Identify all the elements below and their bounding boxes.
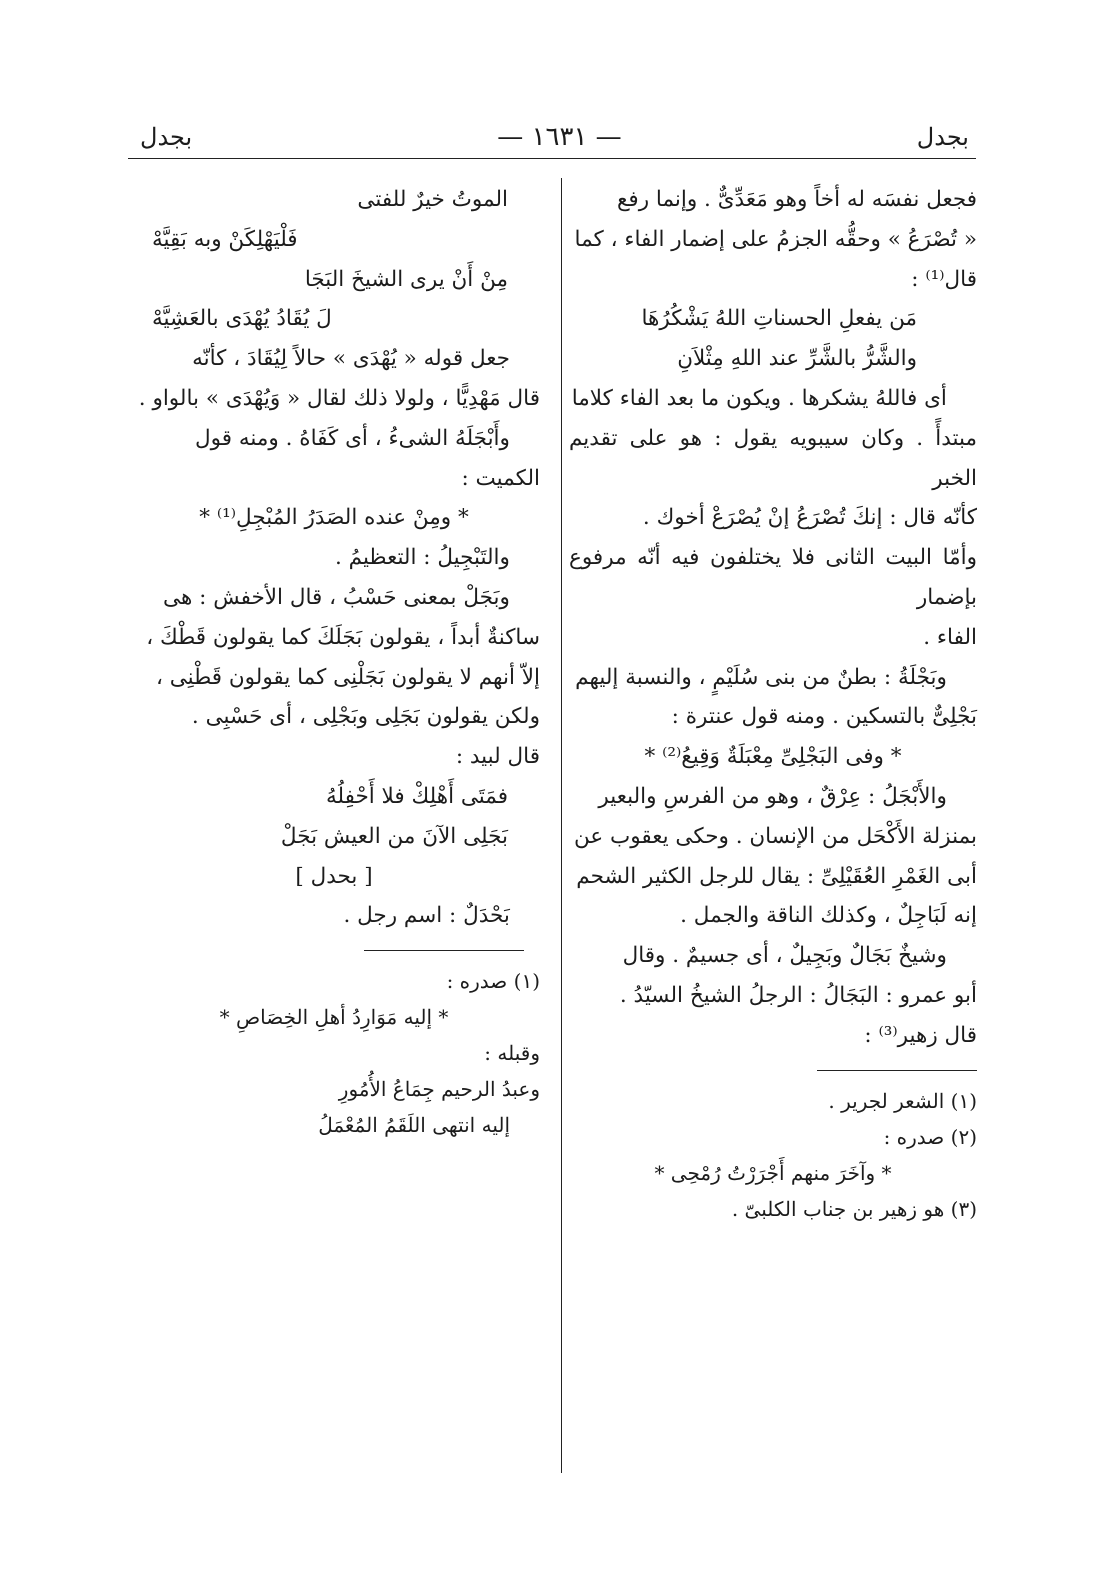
text-line: وشيخٌ بَجَالٌ وبَجِيلٌ ، أى جسيمٌ . وقال <box>622 943 947 969</box>
footnote: وقبله : <box>484 1041 540 1066</box>
verse-line: لَ يُقَادُ يُهْدَى بالعَشِيَّهْ <box>152 306 332 332</box>
running-head-right: بجدل <box>916 123 969 151</box>
text-line: قال⁽¹⁾ : <box>911 266 977 292</box>
verse-line: فَلْيَهْلِكَنْ وبه بَقِيَّهْ <box>152 226 298 252</box>
footnote-verse: وعبدُ الرحيم جِمَاعُ الأُمُورِ <box>338 1077 540 1102</box>
verse-line: والشَّرُّ بالشَّرِّ عند اللهِ مِثْلاَنِ <box>677 346 917 372</box>
text-line: وبَجَلْ بمعنى حَسْبُ ، قال الأخفش : هى <box>163 584 510 610</box>
text-line: والتَبْجِيلُ : التعظيمُ . <box>334 545 510 571</box>
text-line: والأَبْجَلُ : عِرْقٌ ، وهو من الفرسِ والبعير <box>598 783 947 809</box>
text-line: وأَبْجَلَهُ الشىءُ ، أى كَفَاهُ . ومنه قول <box>195 425 510 451</box>
text-line: بمنزلة الأَكْحَل من الإنسان . وحكى يعقوب عن <box>573 823 977 849</box>
text-line: ولكن يقولون بَجَلِى وبَجْلِى ، أى حَسْبِى . <box>191 704 540 730</box>
footnote-verse: * إليه مَوَارِدُ أهلِ الخِصَاصِ * <box>219 1005 449 1030</box>
verse-line: الموتُ خيرٌ للفتى <box>357 187 508 212</box>
footnote-rule <box>817 1070 977 1071</box>
verse-line: * وفى البَجْلِىِّ مِعْبَلَةٌ وَقِيعُ⁽²⁾ * <box>644 744 902 770</box>
header-rule <box>128 158 976 159</box>
footnote: (٣) هو زهير بن جناب الكلبىّ . <box>731 1196 977 1221</box>
text-line: قال زهير⁽³⁾ : <box>864 1022 977 1048</box>
text-line: وأمّا البيت الثانى فلا يختلفون فيه أنّه مرفوع بإضمار <box>569 545 977 610</box>
footnote: (٢) صدره : <box>883 1124 977 1149</box>
text-line: أى فاللهُ يشكرها . ويكون ما بعد الفاء كلاما <box>571 385 947 411</box>
footnote: (١) الشعر لجرير . <box>828 1088 977 1113</box>
running-head-left: بجدل <box>140 123 193 151</box>
left-column <box>128 180 540 1143</box>
footnote-rule <box>364 950 524 951</box>
text-line: أبى الغَمْرِ العُقَيْلِىِّ : يقال للرجل الكثير الشحم <box>576 863 977 889</box>
column-divider <box>561 178 562 1473</box>
text-line: وبَجْلَةُ : بطنٌ من بنى سُلَيْمٍ ، والنسبة إليهم <box>575 664 947 690</box>
footnote-verse: * وآخَرَ منهم أَجْرَرْتُ رُمْحِى * <box>654 1160 892 1185</box>
text-line: قال مَهْدِيًّا ، ولولا ذلك لقال « وَيُهْدَى » بالواو . <box>138 385 540 411</box>
text-line: إلاّ أنهم لا يقولون بَجَلْنِى كما يقولون قَطْنِى ، <box>155 664 540 690</box>
text-line: قال لبيد : <box>455 744 540 770</box>
verse-line: مَن يفعلِ الحسناتِ اللهُ يَشْكُرُهَا <box>641 306 917 332</box>
footnote: (١) صدره : <box>446 969 540 994</box>
verse-line: فمَتَى أَهْلِكْ فلا أَحْفِلُهُ <box>325 783 508 809</box>
right-column <box>569 180 977 1227</box>
text-line: فجعل نفسَه له أخاً وهو مَعَدِّىٌّ . وإنما رفع <box>616 187 977 212</box>
footnote-verse: إليه انتهى اللَقَمُ المُعْمَلُ <box>318 1113 510 1138</box>
text-line: كأنّه قال : إنكَ تُصْرَعُ إنْ يُصْرَعْ أخوك . <box>642 505 977 531</box>
text-line: أبو عمرو : البَجَالُ : الرجلُ الشيخُ السيّدُ . <box>619 982 977 1008</box>
page-number: — ١٦٣١ — <box>497 122 622 152</box>
text-line: بَجْلِىٌّ بالتسكين . ومنه قول عنترة : <box>671 704 977 730</box>
text-line: إنه لَبَاجِلٌ ، وكذلك الناقة والجمل . <box>680 903 977 929</box>
text-line: جعل قوله « يُهْدَى » حالاً لِيُقَادَ ، كأنّه <box>192 346 510 372</box>
text-line: « تُصْرَعُ » وحقُّه الجزمُ على إضمار الفاء ، كما <box>574 226 977 252</box>
entry-heading: [ بحدل ] <box>295 863 373 889</box>
text-line: بَحْدَلٌ : اسم رجل . <box>343 903 510 929</box>
verse-line: مِنْ أَنْ يرى الشيخَ البَجَا <box>304 266 508 292</box>
text-line: ساكنةٌ أبداً ، يقولون بَجَلَكَ كما يقولون قَطْكَ ، <box>146 624 540 650</box>
verse-line: بَجَلِى الآنَ من العيش بَجَلْ <box>280 823 508 849</box>
verse-line: * ومِنْ عنده الصَدَرُ المُبْجِلِ⁽¹⁾ * <box>199 505 469 531</box>
text-line: مبتدأً . وكان سيبويه يقول : هو على تقديم الخبر <box>569 425 977 491</box>
text-line: الكميت : <box>461 465 540 491</box>
text-line: الفاء . <box>923 624 977 650</box>
